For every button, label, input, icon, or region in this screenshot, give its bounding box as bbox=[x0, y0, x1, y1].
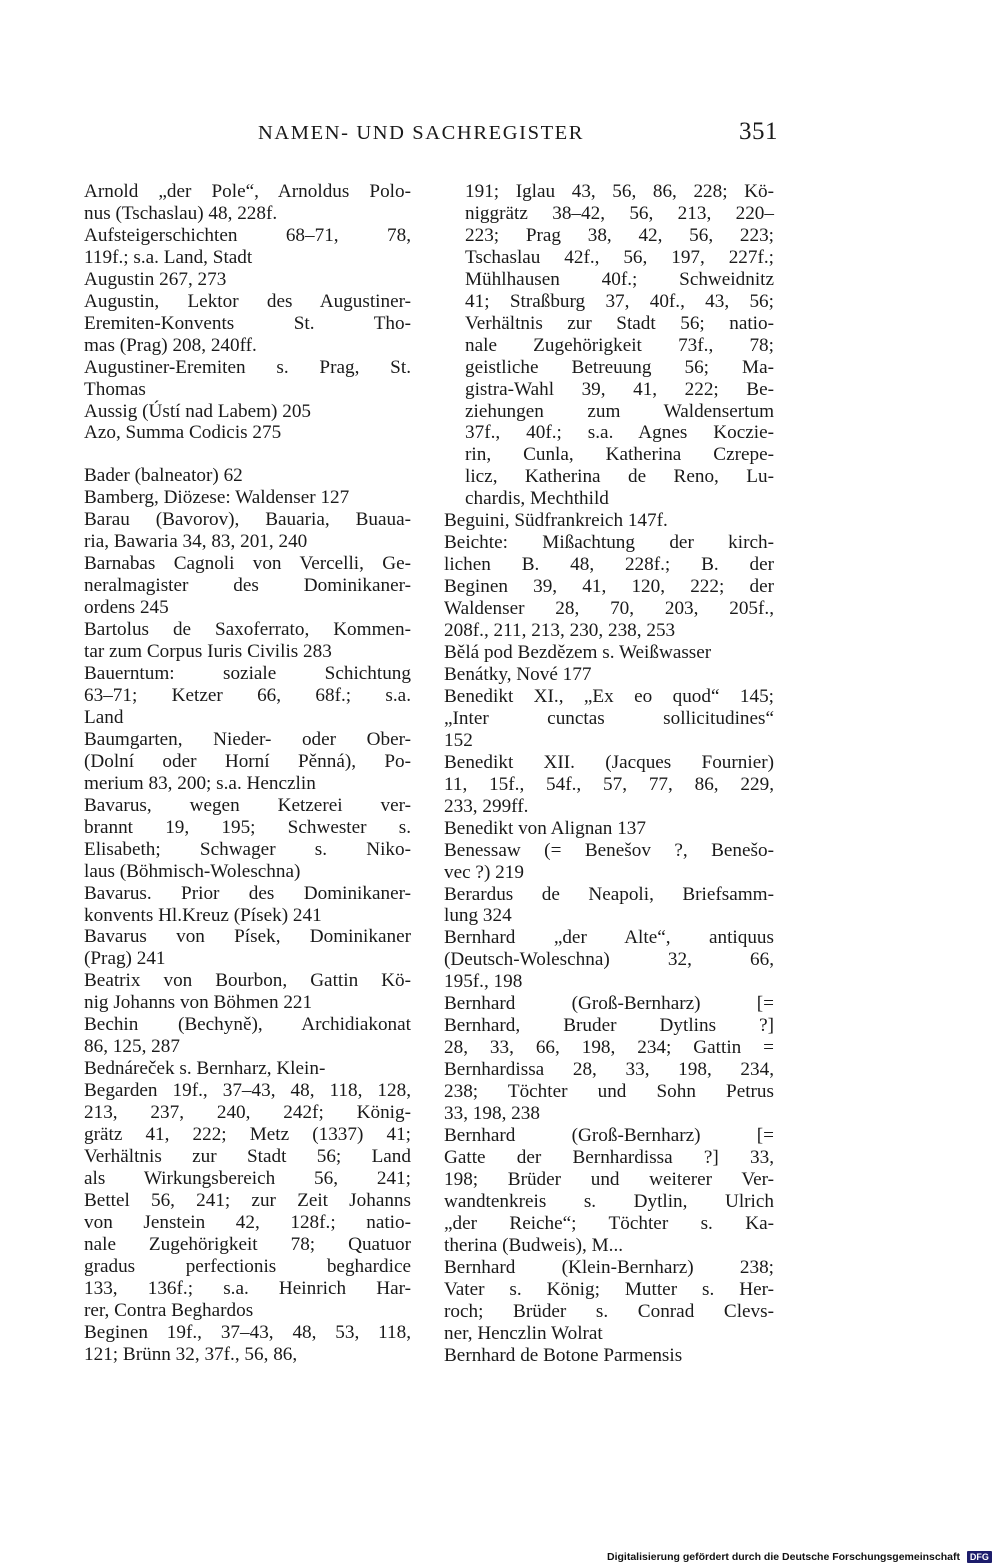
index-entry bbox=[84, 663, 411, 729]
index-entry bbox=[444, 532, 774, 642]
index-entry-line: vec ?) 219 bbox=[444, 861, 524, 883]
index-entry-line: Bartolus de Saxoferrato, Kommen- bbox=[84, 619, 411, 641]
index-entry-line: therina (Budweis), M... bbox=[444, 1234, 624, 1256]
index-entry bbox=[444, 181, 774, 510]
index-entry-line: 37f., 40f.; s.a. Agnes Koczie- bbox=[465, 422, 774, 444]
index-entry-line: Beatrix von Bourbon, Gattin Kö- bbox=[84, 970, 411, 992]
index-entry-line: Augustin, Lektor des Augustiner- bbox=[84, 290, 411, 312]
index-entry-line: Arnold „der Pole“, Arnoldus Polo- bbox=[84, 181, 411, 202]
index-entry-line: neralmagister des Dominikaner- bbox=[84, 575, 411, 597]
index-entry-line: Beginen 19f., 37–43, 48, 53, 118, bbox=[84, 1321, 411, 1343]
index-entry bbox=[84, 422, 411, 444]
index-entry-line: Bernhard „der Alte“, antiquus bbox=[444, 927, 774, 949]
index-entry-line: Bader (balneator) 62 bbox=[84, 465, 243, 487]
index-entry bbox=[444, 510, 774, 532]
running-header bbox=[250, 118, 778, 150]
credit-text: Digitalisierung gefördert durch die Deutsche Forschungsgemeinschaft bbox=[607, 1551, 960, 1563]
index-entry-line: niggrätz 38–42, 56, 213, 220– bbox=[465, 202, 774, 224]
index-entry-line: 195f., 198 bbox=[444, 971, 523, 993]
index-entry-line: merium 83, 200; s.a. Henczlin bbox=[84, 772, 316, 794]
index-entry-line: 233, 299ff. bbox=[444, 795, 529, 817]
index-entry-line: Bernhard (Groß-Bernharz) [= bbox=[444, 993, 774, 1015]
index-entry-line: Verhältnis zur Stadt 56; Land bbox=[84, 1145, 411, 1167]
index-entry bbox=[84, 487, 411, 509]
index-entry-line: Bernhardissa 28, 33, 198, 234, bbox=[444, 1059, 774, 1081]
index-entry bbox=[84, 883, 411, 927]
index-entry-line: Bavarus, wegen Ketzerei ver- bbox=[84, 794, 411, 816]
index-entry bbox=[84, 553, 411, 619]
index-entry-line: Elisabeth; Schwager s. Niko- bbox=[84, 838, 411, 860]
index-entry-line: Bednáreček s. Bernharz, Klein- bbox=[84, 1058, 326, 1080]
index-entry-line: ziehungen zum Waldensertum bbox=[465, 400, 774, 422]
index-entry-line: 28, 33, 66, 198, 234; Gattin = bbox=[444, 1037, 774, 1059]
index-entry-line: Benessaw (= Benešov ?, Benešo- bbox=[444, 839, 774, 861]
index-entry-line: Begarden 19f., 37–43, 48, 118, 128, bbox=[84, 1080, 411, 1102]
index-entry-line: Berardus de Neapoli, Briefsamm- bbox=[444, 883, 774, 905]
index-entry-line: Benedikt von Alignan 137 bbox=[444, 817, 646, 839]
index-entry-line: (Prag) 241 bbox=[84, 948, 166, 970]
index-entry-line: lung 324 bbox=[444, 905, 512, 927]
index-entry-line: Azo, Summa Codicis 275 bbox=[84, 422, 282, 444]
index-entry bbox=[84, 795, 411, 883]
index-entry-line: Gatte der Bernhardissa ?] 33, bbox=[444, 1146, 774, 1168]
index-entry-line: (Deutsch-Woleschna) 32, 66, bbox=[444, 949, 774, 971]
index-entry-line: 86, 125, 287 bbox=[84, 1036, 180, 1058]
running-head-title: NAMEN- UND SACHREGISTER bbox=[258, 122, 585, 144]
index-entry-line: Bernhard, Bruder Dytlins ?] bbox=[444, 1015, 774, 1037]
index-entry-line: wandtenkreis s. Dytlin, Ulrich bbox=[444, 1190, 774, 1212]
index-entry-line: nale Zugehörigkeit 73f., 78; bbox=[465, 334, 774, 356]
index-entry-line: 33, 198, 238 bbox=[444, 1103, 540, 1125]
index-entry-line: von Jenstein 42, 128f.; natio- bbox=[84, 1211, 411, 1233]
index-entry bbox=[84, 465, 411, 487]
digitization-credit bbox=[607, 1551, 992, 1563]
index-entry bbox=[84, 269, 411, 291]
index-entry bbox=[84, 357, 411, 401]
index-entry-line: ordens 245 bbox=[84, 597, 169, 619]
index-entry bbox=[444, 664, 774, 686]
index-entry-line: laus (Böhmisch-Woleschna) bbox=[84, 860, 301, 882]
index-entry-line: Benedikt XI., „Ex eo quod“ 145; bbox=[444, 685, 774, 707]
index-entry bbox=[444, 1125, 774, 1257]
index-entry-line: ner, Henczlin Wolrat bbox=[444, 1322, 603, 1344]
index-entry bbox=[84, 401, 411, 423]
index-entry-line: Beichte: Mißachtung der kirch- bbox=[444, 532, 774, 554]
index-entry-line: 198; Brüder und weiterer Ver- bbox=[444, 1168, 774, 1190]
index-entry-line: 119f.; s.a. Land, Stadt bbox=[84, 246, 253, 268]
index-entry bbox=[84, 291, 411, 357]
index-entry bbox=[84, 1080, 411, 1321]
index-entry-line: grätz 41, 222; Metz (1337) 41; bbox=[84, 1124, 411, 1146]
index-entry-line: lichen B. 48, 228f.; B. der bbox=[444, 554, 774, 576]
index-entry-line: Mühlhausen 40f.; Schweidnitz bbox=[465, 268, 774, 290]
index-entry-line: nale Zugehörigkeit 78; Quatuor bbox=[84, 1233, 411, 1255]
index-entry-line: gradus perfectionis beghardice bbox=[84, 1255, 411, 1277]
index-entry bbox=[84, 181, 411, 225]
index-entry-line: Bernhard de Botone Parmensis bbox=[444, 1344, 683, 1366]
index-entry-line: Bettel 56, 241; zur Zeit Johanns bbox=[84, 1189, 411, 1211]
index-entry-line: Aussig (Ústí nad Labem) 205 bbox=[84, 400, 312, 422]
index-entry-line: roch; Brüder s. Conrad Clevs- bbox=[444, 1300, 774, 1322]
index-entry-line: Bernhard (Groß-Bernharz) [= bbox=[444, 1124, 774, 1146]
index-entry-line: Aufsteigerschichten 68–71, 78, bbox=[84, 224, 411, 246]
index-entry-line: Beginen 39, 41, 120, 222; der bbox=[444, 576, 774, 598]
index-entry-line: 238; Töchter und Sohn Petrus bbox=[444, 1081, 774, 1103]
index-entry-line: Verhältnis zur Stadt 56; natio- bbox=[465, 312, 774, 334]
index-entry-line: 152 bbox=[444, 729, 473, 751]
index-entry-line: Bavarus von Písek, Dominikaner bbox=[84, 926, 411, 948]
index-entry-line: Bechin (Bechyně), Archidiakonat bbox=[84, 1014, 411, 1036]
index-entry-line: 121; Brünn 32, 37f., 56, 86, bbox=[84, 1343, 298, 1365]
index-entry-line: Thomas bbox=[84, 378, 146, 400]
index-entry bbox=[84, 926, 411, 970]
index-entry-line: Bernhard (Klein-Bernharz) 238; bbox=[444, 1256, 774, 1278]
index-entry bbox=[444, 884, 774, 928]
index-entry-line: Baumgarten, Nieder- oder Ober- bbox=[84, 728, 411, 750]
index-entry-line: Bavarus. Prior des Dominikaner- bbox=[84, 882, 411, 904]
index-entry-line: Beguini, Südfrankreich 147f. bbox=[444, 510, 668, 532]
index-entry-line: 213, 237, 240, 242f; König- bbox=[84, 1102, 411, 1124]
index-entry bbox=[84, 1322, 411, 1366]
index-entry-line: Benedikt XII. (Jacques Fournier) bbox=[444, 751, 774, 773]
index-entry-line: 223; Prag 38, 42, 56, 223; bbox=[465, 224, 774, 246]
index-entry-line: Tschaslau 42f., 56, 197, 227f.; bbox=[465, 246, 774, 268]
index-entry-line: 41; Straßburg 37, 40f., 43, 56; bbox=[465, 290, 774, 312]
index-entry-line: brannt 19, 195; Schwester s. bbox=[84, 816, 411, 838]
index-entry-line: Benátky, Nové 177 bbox=[444, 663, 592, 685]
index-entry-line: rin, Cunla, Katherina Czrepe- bbox=[465, 444, 774, 466]
index-entry bbox=[84, 509, 411, 553]
index-entry-line: rer, Contra Beghardos bbox=[84, 1299, 254, 1321]
index-entry-line: chardis, Mechthild bbox=[465, 488, 609, 510]
index-entry-line: mas (Prag) 208, 240ff. bbox=[84, 334, 257, 356]
index-entry-line: Barnabas Cagnoli von Vercelli, Ge- bbox=[84, 553, 411, 575]
index-entry bbox=[84, 225, 411, 269]
index-entry-line: Augustin 267, 273 bbox=[84, 268, 227, 290]
index-entry bbox=[444, 1345, 774, 1367]
index-entry-line: Land bbox=[84, 706, 124, 728]
index-entry bbox=[444, 1257, 774, 1345]
index-entry-line: Eremiten-Konvents St. Tho- bbox=[84, 312, 411, 334]
index-entry bbox=[84, 1058, 411, 1080]
index-entry-line: tar zum Corpus Iuris Civilis 283 bbox=[84, 641, 332, 663]
index-entry-line: „Inter cunctas sollicitudines“ bbox=[444, 707, 774, 729]
index-entry-line: 133, 136f.; s.a. Heinrich Har- bbox=[84, 1277, 411, 1299]
index-entry-line: „der Reiche“; Töchter s. Ka- bbox=[444, 1212, 774, 1234]
index-entry-line: nus (Tschaslau) 48, 228f. bbox=[84, 202, 278, 224]
index-entry-line: ria, Bawaria 34, 83, 201, 240 bbox=[84, 531, 308, 553]
index-entry-line: 11, 15f., 54f., 57, 77, 86, 229, bbox=[444, 773, 774, 795]
index-entry-line: Bauerntum: soziale Schichtung bbox=[84, 663, 411, 685]
index-entry bbox=[444, 686, 774, 752]
index-entry-line: gistra-Wahl 39, 41, 222; Be- bbox=[465, 378, 774, 400]
index-entry-line: als Wirkungsbereich 56, 241; bbox=[84, 1167, 411, 1189]
index-entry-line: (Dolní oder Horní Pěnná), Po- bbox=[84, 750, 411, 772]
index-entry-line: Waldenser 28, 70, 203, 205f., bbox=[444, 598, 774, 620]
index-entry-line: Bělá pod Bezdězem s. Weißwasser bbox=[444, 642, 712, 664]
index-column-left bbox=[84, 181, 411, 1366]
index-entry-line: licz, Katherina de Reno, Lu- bbox=[465, 466, 774, 488]
index-entry bbox=[444, 840, 774, 884]
index-entry bbox=[84, 729, 411, 795]
index-entry bbox=[84, 619, 411, 663]
index-entry bbox=[84, 970, 411, 1014]
index-entry-line: Bamberg, Diözese: Waldenser 127 bbox=[84, 487, 350, 509]
index-entry-line: 208f., 211, 213, 230, 238, 253 bbox=[444, 620, 676, 642]
index-entry bbox=[444, 642, 774, 664]
index-entry bbox=[444, 752, 774, 818]
index-entry-line: 191; Iglau 43, 56, 86, 228; Kö- bbox=[465, 181, 774, 202]
index-entry bbox=[444, 993, 774, 1125]
index-entry bbox=[444, 927, 774, 993]
index-entry-line: konvents Hl.Kreuz (Písek) 241 bbox=[84, 904, 322, 926]
index-column-right bbox=[444, 181, 774, 1366]
index-entry bbox=[84, 1014, 411, 1058]
index-entry-line: Augustiner-Eremiten s. Prag, St. bbox=[84, 356, 411, 378]
index-entry-line: Barau (Bavorov), Bauaria, Buaua- bbox=[84, 509, 411, 531]
index-entry-line: Vater s. König; Mutter s. Her- bbox=[444, 1278, 774, 1300]
index-entry-line: geistliche Betreuung 56; Ma- bbox=[465, 356, 774, 378]
dfg-logo: DFG bbox=[967, 1551, 992, 1563]
page-number: 351 bbox=[739, 118, 778, 145]
index-entry-line: 63–71; Ketzer 66, 68f.; s.a. bbox=[84, 684, 411, 706]
index-entry-line: nig Johanns von Böhmen 221 bbox=[84, 992, 313, 1014]
index-entry bbox=[444, 818, 774, 840]
